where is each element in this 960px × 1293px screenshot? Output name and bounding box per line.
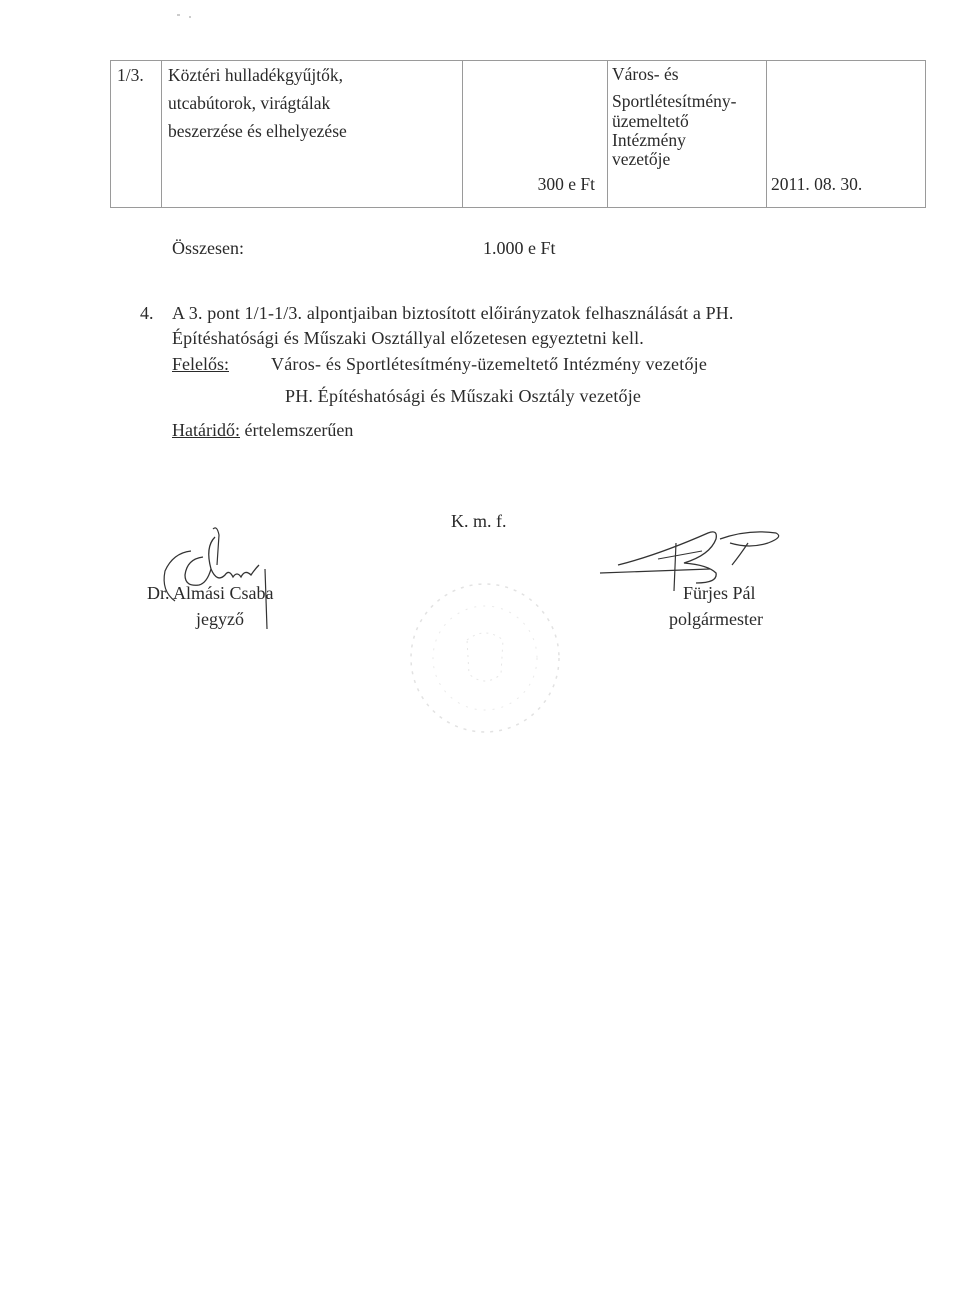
- row-number: 1/3.: [111, 61, 162, 208]
- responsible-value: Város- és Sportlétesítmény-üzemeltető Intézmény vezetője: [271, 354, 708, 374]
- point-number: 4.: [140, 303, 154, 323]
- task-line: Köztéri hulladékgyűjtők,: [168, 65, 343, 85]
- stamp-seal: [405, 578, 565, 738]
- scan-speck: [177, 14, 180, 16]
- kmf-label: K. m. f.: [451, 511, 507, 531]
- deadline-cell: 2011. 08. 30.: [767, 61, 926, 208]
- point-text-line: A 3. pont 1/1-1/3. alpontjaiban biztosított előirányzatok felhasználását a PH.: [172, 303, 734, 323]
- amount-cell: 300 e Ft: [463, 61, 608, 208]
- total-value: 1.000 e Ft: [483, 238, 556, 258]
- responsible-line: Sportlétesítmény-: [612, 91, 737, 111]
- responsible-cell: [608, 61, 767, 208]
- responsible-label: Felelős:: [172, 354, 229, 374]
- point-text-line: Építéshatósági és Műszaki Osztállyal előzetesen egyeztetni kell.: [172, 328, 644, 348]
- deadline-line: [172, 420, 353, 441]
- signatory-title-left: jegyző: [196, 609, 244, 629]
- responsible-line: Intézmény: [612, 130, 686, 150]
- responsible-line: Város- és: [612, 64, 679, 84]
- responsible-line: vezetője: [612, 149, 671, 169]
- task-line: beszerzése és elhelyezése: [168, 121, 347, 141]
- signatory-name-left: Dr. Almási Csaba: [147, 583, 274, 603]
- responsible-line: üzemeltető: [612, 111, 689, 131]
- signatory-title-right: polgármester: [669, 609, 763, 629]
- task-line: utcabútorok, virágtálak: [168, 93, 331, 113]
- signatory-name-right: Fürjes Pál: [683, 583, 756, 603]
- task-cell: [162, 61, 463, 208]
- table-row: [111, 61, 926, 208]
- deadline-value: értelemszerűen: [244, 420, 354, 440]
- budget-table: [110, 60, 926, 208]
- responsible-value: PH. Építéshatósági és Műszaki Osztály vezetője: [285, 386, 642, 406]
- total-label: Összesen:: [172, 238, 244, 258]
- scan-speck: [189, 16, 191, 18]
- deadline-label: Határidő:: [172, 420, 240, 440]
